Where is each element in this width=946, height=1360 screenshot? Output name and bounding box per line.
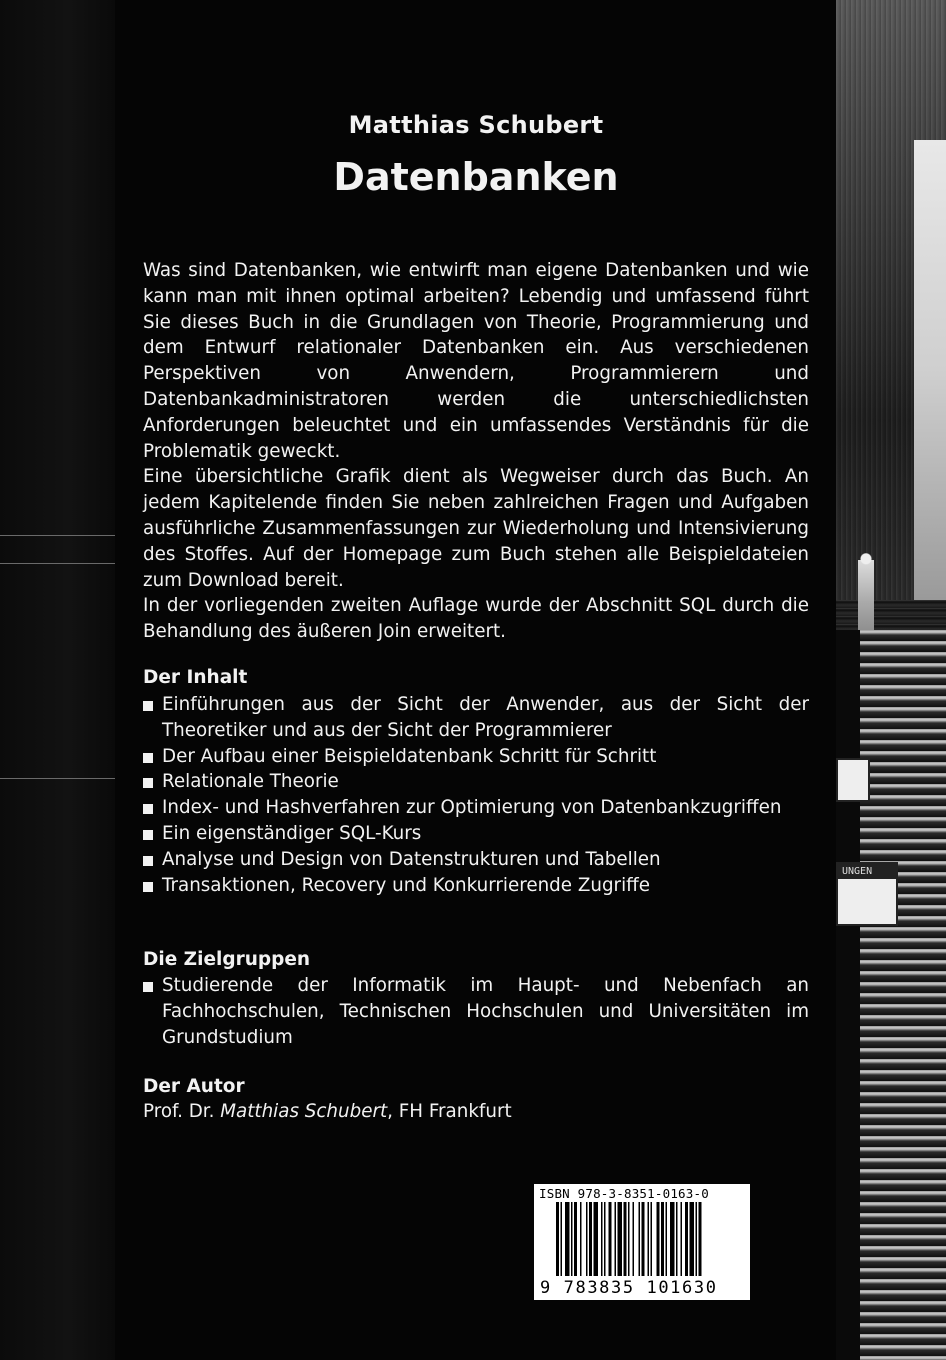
barcode-bar [571,1202,573,1276]
list-item [143,744,809,770]
list-item-text: Der Aufbau einer Beispieldatenbank Schritt für Schritt [162,745,657,767]
list-item [143,795,809,821]
author-name: Matthias Schubert [348,111,604,139]
zielgruppen-list [143,973,809,1050]
author-credit-suffix: , FH Frankfurt [387,1101,512,1122]
barcode-bar [657,1202,660,1276]
barcode-bar [690,1202,695,1276]
list-item-text: Index- und Hashverfahren zur Optimierung von Datenbankzugriffen [162,797,782,819]
list-item [143,769,809,795]
barcode-bar [561,1202,563,1276]
ean-number: 9 783835 101630 [540,1278,718,1298]
barcode-bar [615,1202,617,1276]
barcode-bar [681,1202,683,1276]
barcode-bar [696,1202,698,1276]
barcode-bar [609,1202,612,1276]
author-credit-name: Matthias Schubert [220,1101,388,1122]
square-bullet-icon [143,830,153,840]
barcode-bar [586,1202,588,1276]
square-bullet-icon [143,701,153,711]
barcode-bar [574,1202,577,1276]
barcode-bar [594,1202,599,1276]
square-bullet-icon [143,804,153,814]
barcode-bar [661,1202,664,1276]
barcode-bar [624,1202,627,1276]
photo-sign [836,758,870,802]
barcode-bar [589,1202,592,1276]
isbn-number: ISBN 978-3-8351-0163-0 [539,1186,709,1201]
barcode-bar [604,1202,606,1276]
photo-pier-shadow [836,630,860,1360]
isbn-barcode [534,1184,750,1300]
barcode-bar [651,1202,653,1276]
barcode-bar [601,1202,603,1276]
barcode-bar [639,1202,641,1276]
barcode-bar [685,1202,688,1276]
cover-photo-strip [836,0,946,1360]
barcode-bar [648,1202,650,1276]
barcode-bar [618,1202,623,1276]
photo-light-bar [914,140,946,600]
square-bullet-icon [143,982,153,992]
author-credit [143,1101,512,1122]
list-item-text: Einführungen aus der Sicht der Anwender, aus der Sicht der Theoretiker und aus der Sicht der Programmierer [162,694,809,741]
barcode-bar [642,1202,645,1276]
list-item [143,692,809,744]
spine-line [0,563,115,564]
spine-line [0,778,115,779]
barcode-bar [670,1202,675,1276]
list-item-text: Studierende der Informatik im Haupt- und Nebenfach an Fachhochschulen, Technischen Hochschulen und Universitäten im Grundstudium [162,975,809,1048]
blurb-paragraph: In der vorliegenden zweiten Auflage wurde der Abschnitt SQL durch die Behandlung des äußeren Join erweitert. [143,595,809,643]
square-bullet-icon [143,753,153,763]
inhalt-list [143,692,809,898]
spine-line [0,535,115,536]
barcode-bar [666,1202,668,1276]
barcode-bar [676,1202,678,1276]
photo-sign [836,862,898,926]
square-bullet-icon [143,882,153,892]
blurb-paragraph: Eine übersichtliche Grafik dient als Wegweiser durch das Buch. An jedem Kapitelende finden Sie neben zahlreichen Fragen und Aufgaben ausführliche Zusammenfassungen zur Wiederholung und Intensivierung des Stoffes. Auf der Homepage zum Buch stehen alle Beispieldateien zum Download bereit. [143,466,809,591]
inhalt-heading: Der Inhalt [143,667,248,688]
zielgruppen-heading: Die Zielgruppen [143,949,311,970]
barcode-bar [699,1202,702,1276]
author-credit-prefix: Prof. Dr. [143,1101,221,1122]
list-item [143,973,809,1050]
person-figure [858,548,874,638]
barcode-bar [565,1202,570,1276]
list-item-text: Relationale Theorie [162,771,339,793]
list-item [143,847,809,873]
list-item-text: Transaktionen, Recovery und Konkurrierende Zugriffe [162,874,650,896]
list-item [143,873,809,899]
barcode-bar [556,1202,559,1276]
autor-heading: Der Autor [143,1076,245,1097]
blurb [143,258,809,645]
barcode-bar [580,1202,582,1276]
list-item [143,821,809,847]
blurb-paragraph: Was sind Datenbanken, wie entwirft man eigene Datenbanken und wie kann man mit ihnen optimal arbeiten? Lebendig und umfassend führt Sie dieses Buch in die Grundlagen von Theorie, Programmierung und dem Entwurf relationaler Datenbanken ein. Aus verschiedenen Perspektiven von Anwendern, Programmierern und Datenbankadministratoren werden die unterschiedlichsten Anforderungen beleuchtet und ein umfassendes Verständnis für die Problematik geweckt. [143,260,809,462]
list-item-text: Ein eigenständiger SQL-Kurs [162,822,422,844]
square-bullet-icon [143,856,153,866]
sign-label: UNGEN [838,864,896,879]
book-title: Datenbanken [333,155,619,199]
book-spine [0,0,115,1360]
barcode-bar [628,1202,630,1276]
square-bullet-icon [143,778,153,788]
list-item-text: Analyse und Design von Datenstrukturen und Tabellen [162,848,661,870]
barcode-bar [633,1202,635,1276]
